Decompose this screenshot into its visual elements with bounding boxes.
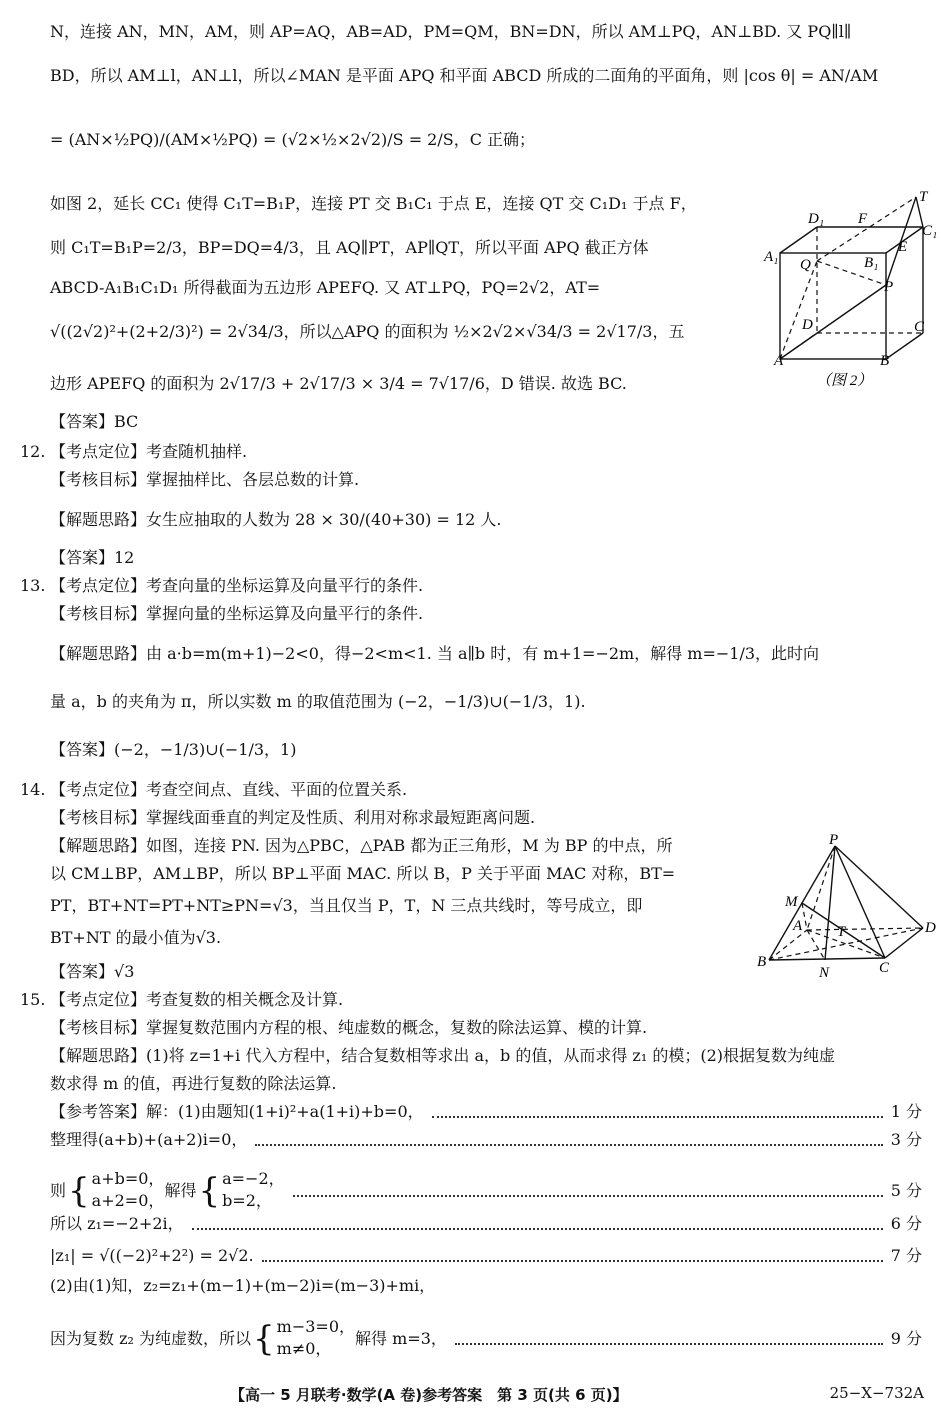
q12-goal: 【考核目标】掌握抽样比、各层总数的计算. xyxy=(50,470,360,489)
step-score: 9 分 xyxy=(890,1329,922,1348)
q15-step-2 xyxy=(50,1128,922,1152)
q13-solve-2: 量 a，b 的夹角为 π，所以实数 m 的取值范围为 (−2，−1/3)∪(−1/3，1). xyxy=(50,692,586,711)
leader-dots xyxy=(192,1218,883,1230)
label-D: D xyxy=(802,317,813,333)
pyr-label-C: C xyxy=(879,960,890,976)
step-score: 6 分 xyxy=(890,1214,922,1233)
q15-step-5 xyxy=(50,1244,922,1268)
q11-line-8: 边形 APEFQ 的面积为 2√17/3 + 2√17/3 × 3/4 = 7√17/6，D 错误. 故选 BC. xyxy=(50,374,627,393)
q14-goal: 【考核目标】掌握线面垂直的判定及性质、利用对称求最短距离问题. xyxy=(50,808,536,827)
leader-dots xyxy=(432,1106,883,1118)
pyr-label-T: T xyxy=(837,924,846,940)
q11-line-4: 如图 2，延长 CC₁ 使得 C₁T=B₁P，连接 PT 交 B₁C₁ 于点 E，连接 QT 交 C₁D₁ 于点 F， xyxy=(50,194,697,213)
q13-goal: 【考核目标】掌握向量的坐标运算及向量平行的条件. xyxy=(50,604,424,623)
q15-solve-2: 数求得 m 的值，再进行复数的除法运算. xyxy=(50,1074,337,1093)
q11-line-3: = (AN×½PQ)/(AM×½PQ) = (√2×½×2√2)/S = 2/S，C 正确； xyxy=(50,130,536,149)
system-eq: a=−2， xyxy=(222,1169,285,1188)
left-brace: { xyxy=(68,1171,90,1211)
q13-point: 【考点定位】考查向量的坐标运算及向量平行的条件. xyxy=(50,576,424,595)
q15-goal: 【考核目标】掌握复数范围内方程的根、纯虚数的概念，复数的除法运算、模的计算. xyxy=(50,1018,648,1037)
system-eq: m≠0， xyxy=(276,1339,332,1358)
step-score: 7 分 xyxy=(890,1246,922,1265)
q14-answer: 【答案】√3 xyxy=(50,962,135,981)
label-B: B xyxy=(880,353,890,369)
q12-number: 12. xyxy=(20,442,46,461)
label-E: E xyxy=(898,239,908,255)
pyr-label-A: A xyxy=(793,918,803,934)
pyr-label-P: P xyxy=(829,832,839,848)
label-A1: A₁ xyxy=(764,249,779,265)
step-text: 所以 z₁=−2+2i， xyxy=(50,1214,184,1233)
step-score: 1 分 xyxy=(890,1102,922,1121)
label-C1: C₁ xyxy=(922,223,938,239)
left-brace: { xyxy=(253,1319,275,1359)
step-text: 因为复数 z₂ 为纯虚数，所以 xyxy=(50,1329,252,1348)
q11-line-2: BD，所以 AM⊥l，AN⊥l，所以∠MAN 是平面 APQ 和平面 ABCD 所成的二面角的平面角，则 |cos θ| = AN/AM xyxy=(50,66,879,85)
label-B1: B₁ xyxy=(864,255,879,271)
q11-line-7: √((2√2)²+(2+2/3)²) = 2√34/3，所以△APQ 的面积为 ½×2√2×√34/3 = 2√17/3，五 xyxy=(50,322,685,341)
q15-step-7 xyxy=(50,1318,922,1360)
leader-dots xyxy=(262,1250,883,1262)
system-eq: b=2， xyxy=(222,1191,272,1210)
q13-number: 13. xyxy=(20,576,46,595)
label-D1: D₁ xyxy=(808,211,825,227)
q13-solve-1: 【解题思路】由 a·b=m(m+1)−2<0，得−2<m<1. 当 a∥b 时，有 m+1=−2m，解得 m=−1/3，此时向 xyxy=(50,644,820,663)
q15-point: 【考点定位】考查复数的相关概念及计算. xyxy=(50,990,344,1009)
figure-caption: （图 2） xyxy=(816,373,873,389)
label-T: T xyxy=(919,189,928,205)
q13-answer: 【答案】(−2，−1/3)∪(−1/3，1) xyxy=(50,740,297,759)
q14-point: 【考点定位】考查空间点、直线、平面的位置关系. xyxy=(50,780,408,799)
label-F: F xyxy=(858,211,868,227)
system-eq: m−3=0， xyxy=(276,1317,356,1336)
q11-line-5: 则 C₁T=B₁P=2/3，BP=DQ=4/3，且 AQ∥PT，AP∥QT，所以平面 APQ 截正方体 xyxy=(50,238,649,257)
system-3 xyxy=(277,1316,355,1360)
pyr-label-N: N xyxy=(819,965,830,981)
page-footer: 【高一 5 月联考·数学(A 卷)参考答案 第 3 页(共 6 页)】 xyxy=(230,1386,628,1404)
step-text: 整理得(a+b)+(a+2)i=0， xyxy=(50,1130,248,1149)
q15-number: 15. xyxy=(20,990,46,1009)
system-eq: a+2=0， xyxy=(91,1191,165,1210)
step-score: 5 分 xyxy=(890,1181,922,1200)
q15-solve-1: 【解题思路】(1)将 z=1+i 代入方程中，结合复数相等求出 a，b 的值，从而求得 z₁ 的模；(2)根据复数为纯虚 xyxy=(50,1046,836,1065)
step-text: 【参考答案】解：(1)由题知(1+i)²+a(1+i)+b=0， xyxy=(50,1102,424,1121)
leader-dots xyxy=(293,1185,883,1197)
system-eq: a+b=0， xyxy=(91,1169,165,1188)
q14-solve-2: 以 CM⊥BP，AM⊥BP，所以 BP⊥平面 MAC. 所以 B，P 关于平面 MAC 对称，BT= xyxy=(50,864,676,883)
system-2 xyxy=(222,1168,285,1212)
step-text: 解得 m=3， xyxy=(355,1329,447,1348)
q15-step-3 xyxy=(50,1170,922,1212)
pyr-label-M: M xyxy=(785,894,798,910)
label-C: C xyxy=(914,319,925,335)
step-text: 则 xyxy=(50,1181,67,1200)
cube-figure xyxy=(760,185,940,395)
q12-point: 【考点定位】考查随机抽样. xyxy=(50,442,248,461)
q11-line-6: ABCD-A₁B₁C₁D₁ 所得截面为五边形 APEFQ. 又 AT⊥PQ，PQ=2√2，AT= xyxy=(50,278,601,297)
page-code: 25−X−732A xyxy=(829,1384,924,1402)
pyr-label-D: D xyxy=(925,920,936,936)
label-A: A xyxy=(774,353,784,369)
system-1 xyxy=(92,1168,165,1212)
label-Q: Q xyxy=(800,257,811,273)
q14-solve-4: BT+NT 的最小值为√3. xyxy=(50,928,222,947)
q15-step-4 xyxy=(50,1212,922,1236)
q15-step-1 xyxy=(50,1100,922,1124)
q14-solve-3: PT，BT+NT=PT+NT≥PN=√3，当且仅当 P，T，N 三点共线时，等号成立，即 xyxy=(50,896,643,915)
leader-dots xyxy=(255,1134,882,1146)
q12-answer: 【答案】12 xyxy=(50,548,135,567)
step-text: 解得 xyxy=(164,1181,197,1200)
q15-step-6: (2)由(1)知，z₂=z₁+(m−1)+(m−2)i=(m−3)+mi， xyxy=(50,1276,436,1295)
pyramid-figure xyxy=(755,832,940,982)
q14-solve-1: 【解题思路】如图，连接 PN. 因为△PBC，△PAB 都为正三角形，M 为 BP 的中点，所 xyxy=(50,836,673,855)
q14-number: 14. xyxy=(20,780,46,799)
leader-dots xyxy=(455,1333,883,1345)
step-text: |z₁| = √((−2)²+2²) = 2√2. xyxy=(50,1246,254,1265)
pyr-label-B: B xyxy=(757,954,767,970)
q11-answer: 【答案】BC xyxy=(50,412,139,431)
left-brace: { xyxy=(198,1171,221,1211)
step-score: 3 分 xyxy=(890,1130,922,1149)
q11-line-1: N，连接 AN，MN，AM，则 AP=AQ，AB=AD，PM=QM，BN=DN，所以 AM⊥PQ，AN⊥BD. 又 PQ∥l∥ xyxy=(50,22,852,41)
q12-solve: 【解题思路】女生应抽取的人数为 28 × 30/(40+30) = 12 人. xyxy=(50,510,502,529)
label-P: P xyxy=(884,279,894,295)
